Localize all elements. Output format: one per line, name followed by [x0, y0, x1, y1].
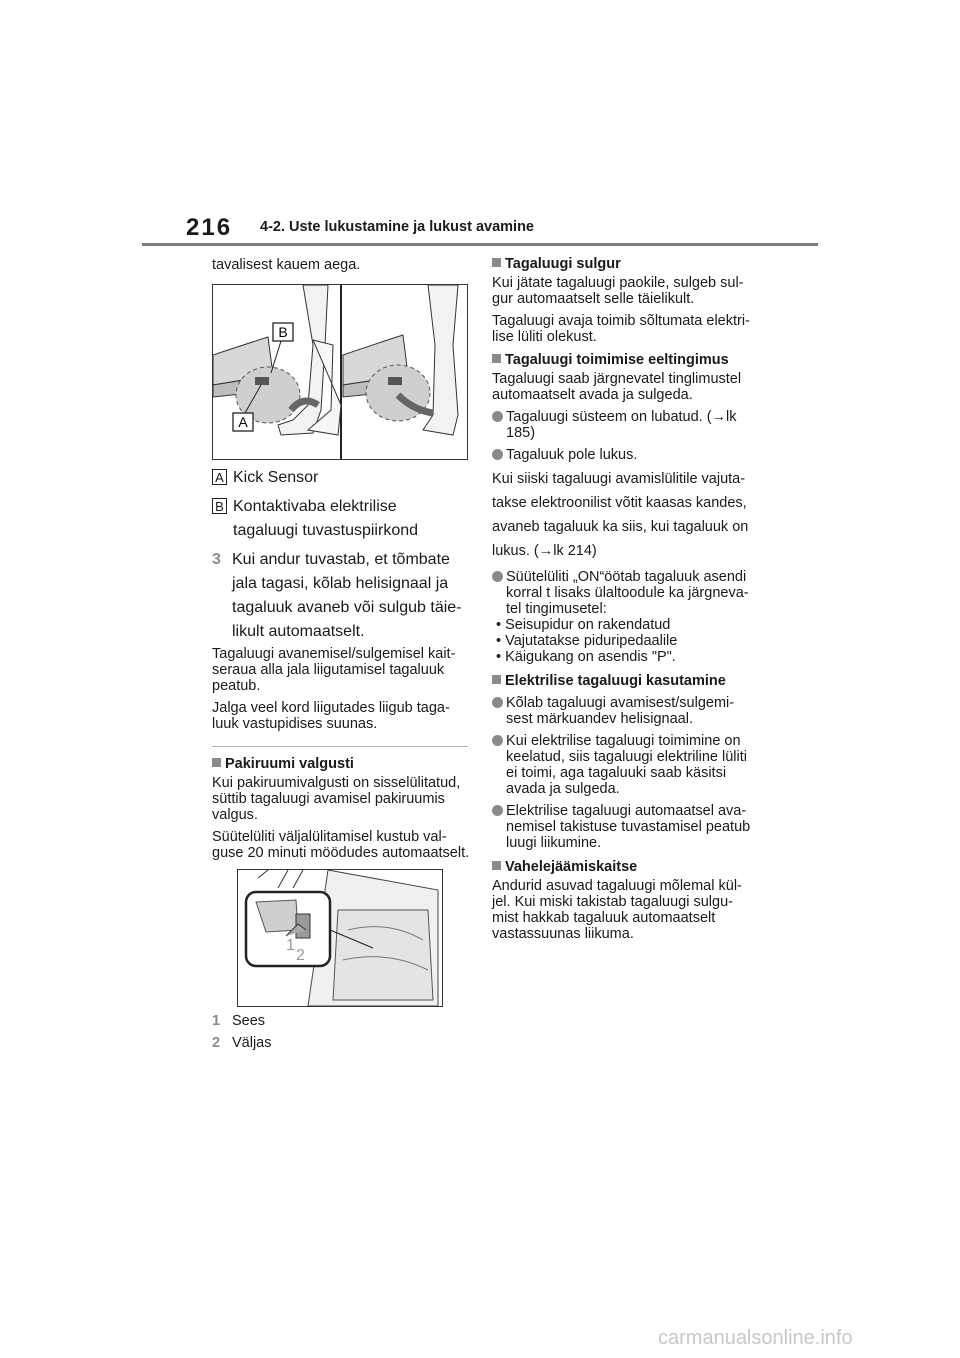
- bullet-line: tel tingimusetel:: [506, 601, 607, 617]
- step-line-4: likult automaatselt.: [232, 623, 365, 640]
- circle-bullet-icon: [492, 805, 503, 816]
- square-bullet-icon: [492, 675, 501, 684]
- kasutamine-bullet-1: [492, 695, 762, 727]
- sulgur-p1-line: gur automaatselt selle täielikult.: [492, 291, 695, 307]
- vahele-heading-text: Vahelejäämiskaitse: [505, 859, 638, 875]
- eeltingimus-p2-line: Kui siiski tagaluugi avamislülitile vajuta-: [492, 471, 746, 487]
- position-num: 1: [212, 1013, 221, 1029]
- bullet-line: nemisel takistuse tuvastamisel peatub: [506, 819, 751, 835]
- legend-text-a: Kick Sensor: [233, 469, 319, 486]
- bullet-line: Kõlab tagaluugi avamisest/sulgemi-: [506, 695, 735, 711]
- step-line-1: Kui andur tuvastab, et tõmbate: [232, 551, 450, 568]
- pakiruumi-p2-line: guse 20 minuti möödudes automaatselt.: [212, 845, 470, 861]
- bullet-line: keelatud, siis tagaluugi elektriline lüliti: [506, 749, 747, 765]
- step-number: 3: [212, 551, 221, 568]
- bullet-line: sest märkuandev helisignaal.: [506, 711, 693, 727]
- eeltingimus-p2: [492, 467, 762, 563]
- sulgur-heading: [492, 256, 762, 272]
- vahele-heading: [492, 859, 762, 875]
- position-text: Väljas: [232, 1035, 272, 1051]
- chapter-title: 4-2. Uste lukustamine ja lukust avamine: [260, 219, 534, 235]
- intro-text: tavalisest kauem aega.: [212, 257, 361, 273]
- note-1: [212, 646, 472, 694]
- figure-label-a: A: [238, 414, 248, 430]
- eeltingimus-p2-line: lukus. (→lk 214): [492, 543, 597, 559]
- sulgur-p2-line: Tagaluugi avaja toimib sõltumata elektri-: [492, 313, 750, 329]
- pakiruumi-p1-line: Kui pakiruumivalgusti on sisselülitatud,: [212, 775, 461, 791]
- figure-label-b: B: [278, 324, 288, 340]
- position-num: 2: [212, 1035, 221, 1051]
- square-bullet-icon: [492, 354, 501, 363]
- step-3: [212, 548, 472, 644]
- pakiruumi-section: [212, 756, 472, 861]
- eeltingimus-p2-line: takse elektroonilist võtit kaasas kandes,: [492, 495, 747, 511]
- vahele-line: jel. Kui miski takistab tagaluugi sulgu-: [492, 894, 733, 910]
- circle-bullet-icon: [492, 449, 503, 460]
- page-number: 216: [186, 214, 233, 241]
- callout-2: 2: [296, 947, 305, 964]
- bullet-line: korral t lisaks ülaltoodule ka järgneva-: [506, 585, 749, 601]
- sulgur-heading-text: Tagaluugi sulgur: [505, 256, 621, 272]
- bullet-line: Kui elektrilise tagaluugi toimimine on: [506, 733, 741, 749]
- note-2-line: Jalga veel kord liigutades liigub taga-: [212, 700, 450, 716]
- callout-1: 1: [286, 937, 295, 954]
- section-divider: [212, 746, 468, 747]
- position-text: Sees: [232, 1013, 266, 1029]
- eeltingimus-p2-line: avaneb tagaluuk ka siis, kui tagaluuk on: [492, 519, 749, 535]
- note-2-line: luuk vastupidises suunas.: [212, 716, 378, 732]
- note-1-line: peatub.: [212, 678, 261, 694]
- square-bullet-icon: [492, 861, 501, 870]
- eeltingimus-heading: [492, 352, 762, 368]
- step-line-3: tagaluuk avaneb või sulgub täie-: [232, 599, 462, 616]
- circle-bullet-icon: [492, 411, 503, 422]
- eeltingimus-bullet-2: [492, 447, 762, 463]
- eeltingimus-bullet-1: [492, 409, 762, 441]
- kasutamine-heading: [492, 673, 762, 689]
- eeltingimus-p1-line: Tagaluugi saab järgnevatel tinglimustel: [492, 371, 742, 387]
- circle-bullet-icon: [492, 571, 503, 582]
- pakiruumi-heading: [212, 756, 472, 772]
- note-1-line: seraua alla jala liigutamisel tagaluuk: [212, 662, 445, 678]
- position-item-1: [212, 1013, 472, 1029]
- note-2: [212, 700, 472, 732]
- vahele-line: vastassuunas liikuma.: [492, 926, 634, 942]
- vahele-line: mist hakkab tagaluuk automaatselt: [492, 910, 716, 926]
- kasutamine-bullet-3: [492, 803, 762, 851]
- kasutamine-bullet-2: [492, 733, 762, 797]
- bullet-line: Süütelüliti „ON“öötab tagaluuk asendi: [506, 569, 747, 585]
- bullet-line: Elektrilise tagaluugi automaatsel ava-: [506, 803, 747, 819]
- condition-item: • Seisupidur on rakendatud: [496, 617, 671, 633]
- pakiruumi-p1-line: valgus.: [212, 807, 258, 823]
- switch-positions: [212, 1013, 472, 1051]
- conditions-list: [492, 617, 762, 665]
- trunk-light-figure: [237, 869, 443, 1007]
- legend-item-a: [212, 466, 472, 490]
- legend-key-b: B: [212, 498, 227, 514]
- circle-bullet-icon: [492, 735, 503, 746]
- vahele-line: Andurid asuvad tagaluugi mõlemal kül-: [492, 878, 742, 894]
- eeltingimus-bullet-3: [492, 569, 762, 617]
- bullet-line: Tagaluugi süsteem on lubatud. (→lk: [506, 409, 737, 425]
- legend-text-b-line2: tagaluugi tuvastuspiirkond: [233, 522, 419, 539]
- legend-key-a: A: [212, 469, 227, 485]
- legend-text-b-line1: Kontaktivaba elektrilise: [233, 498, 397, 515]
- condition-item: • Käigukang on asendis "P".: [496, 649, 676, 665]
- header-rule: [142, 243, 818, 246]
- figure-legend: [212, 466, 472, 644]
- step-line-2: jala tagasi, kõlab helisignaal ja: [232, 575, 449, 592]
- kick-sensor-illustration: [213, 285, 467, 459]
- eeltingimus-heading-text: Tagaluugi toimimise eeltingimus: [505, 352, 729, 368]
- bullet-line: 185): [506, 425, 536, 441]
- pakiruumi-heading-text: Pakiruumi valgusti: [225, 756, 354, 772]
- pakiruumi-p2-line: Süütelüliti väljalülitamisel kustub val-: [212, 829, 447, 845]
- bullet-line: ei toimi, aga tagaluuki saab käsitsi: [506, 765, 727, 781]
- bullet-line: Tagaluuk pole lukus.: [506, 447, 638, 463]
- condition-item: • Vajutatakse piduripedaalile: [496, 633, 678, 649]
- pakiruumi-p1-line: süttib tagaluugi avamisel pakiruumis: [212, 791, 445, 807]
- square-bullet-icon: [212, 758, 221, 767]
- kick-sensor-figure: [212, 284, 468, 460]
- sulgur-p2-line: lise lüliti olekust.: [492, 329, 597, 345]
- trunk-light-illustration: [238, 870, 442, 1006]
- bullet-line: luugi liikumine.: [506, 835, 602, 851]
- note-1-line: Tagaluugi avanemisel/sulgemisel kait-: [212, 646, 456, 662]
- position-item-2: [212, 1035, 472, 1051]
- eeltingimus-p1-line: automaatselt avada ja sulgeda.: [492, 387, 693, 403]
- right-column: [492, 256, 762, 942]
- bullet-line: avada ja sulgeda.: [506, 781, 620, 797]
- circle-bullet-icon: [492, 697, 503, 708]
- kasutamine-heading-text: Elektrilise tagaluugi kasutamine: [505, 673, 726, 689]
- watermark: carmanualsonline.info: [658, 1327, 853, 1349]
- square-bullet-icon: [492, 258, 501, 267]
- legend-item-b: [212, 495, 472, 543]
- sulgur-p1-line: Kui jätate tagaluugi paokile, sulgeb sul-: [492, 275, 744, 291]
